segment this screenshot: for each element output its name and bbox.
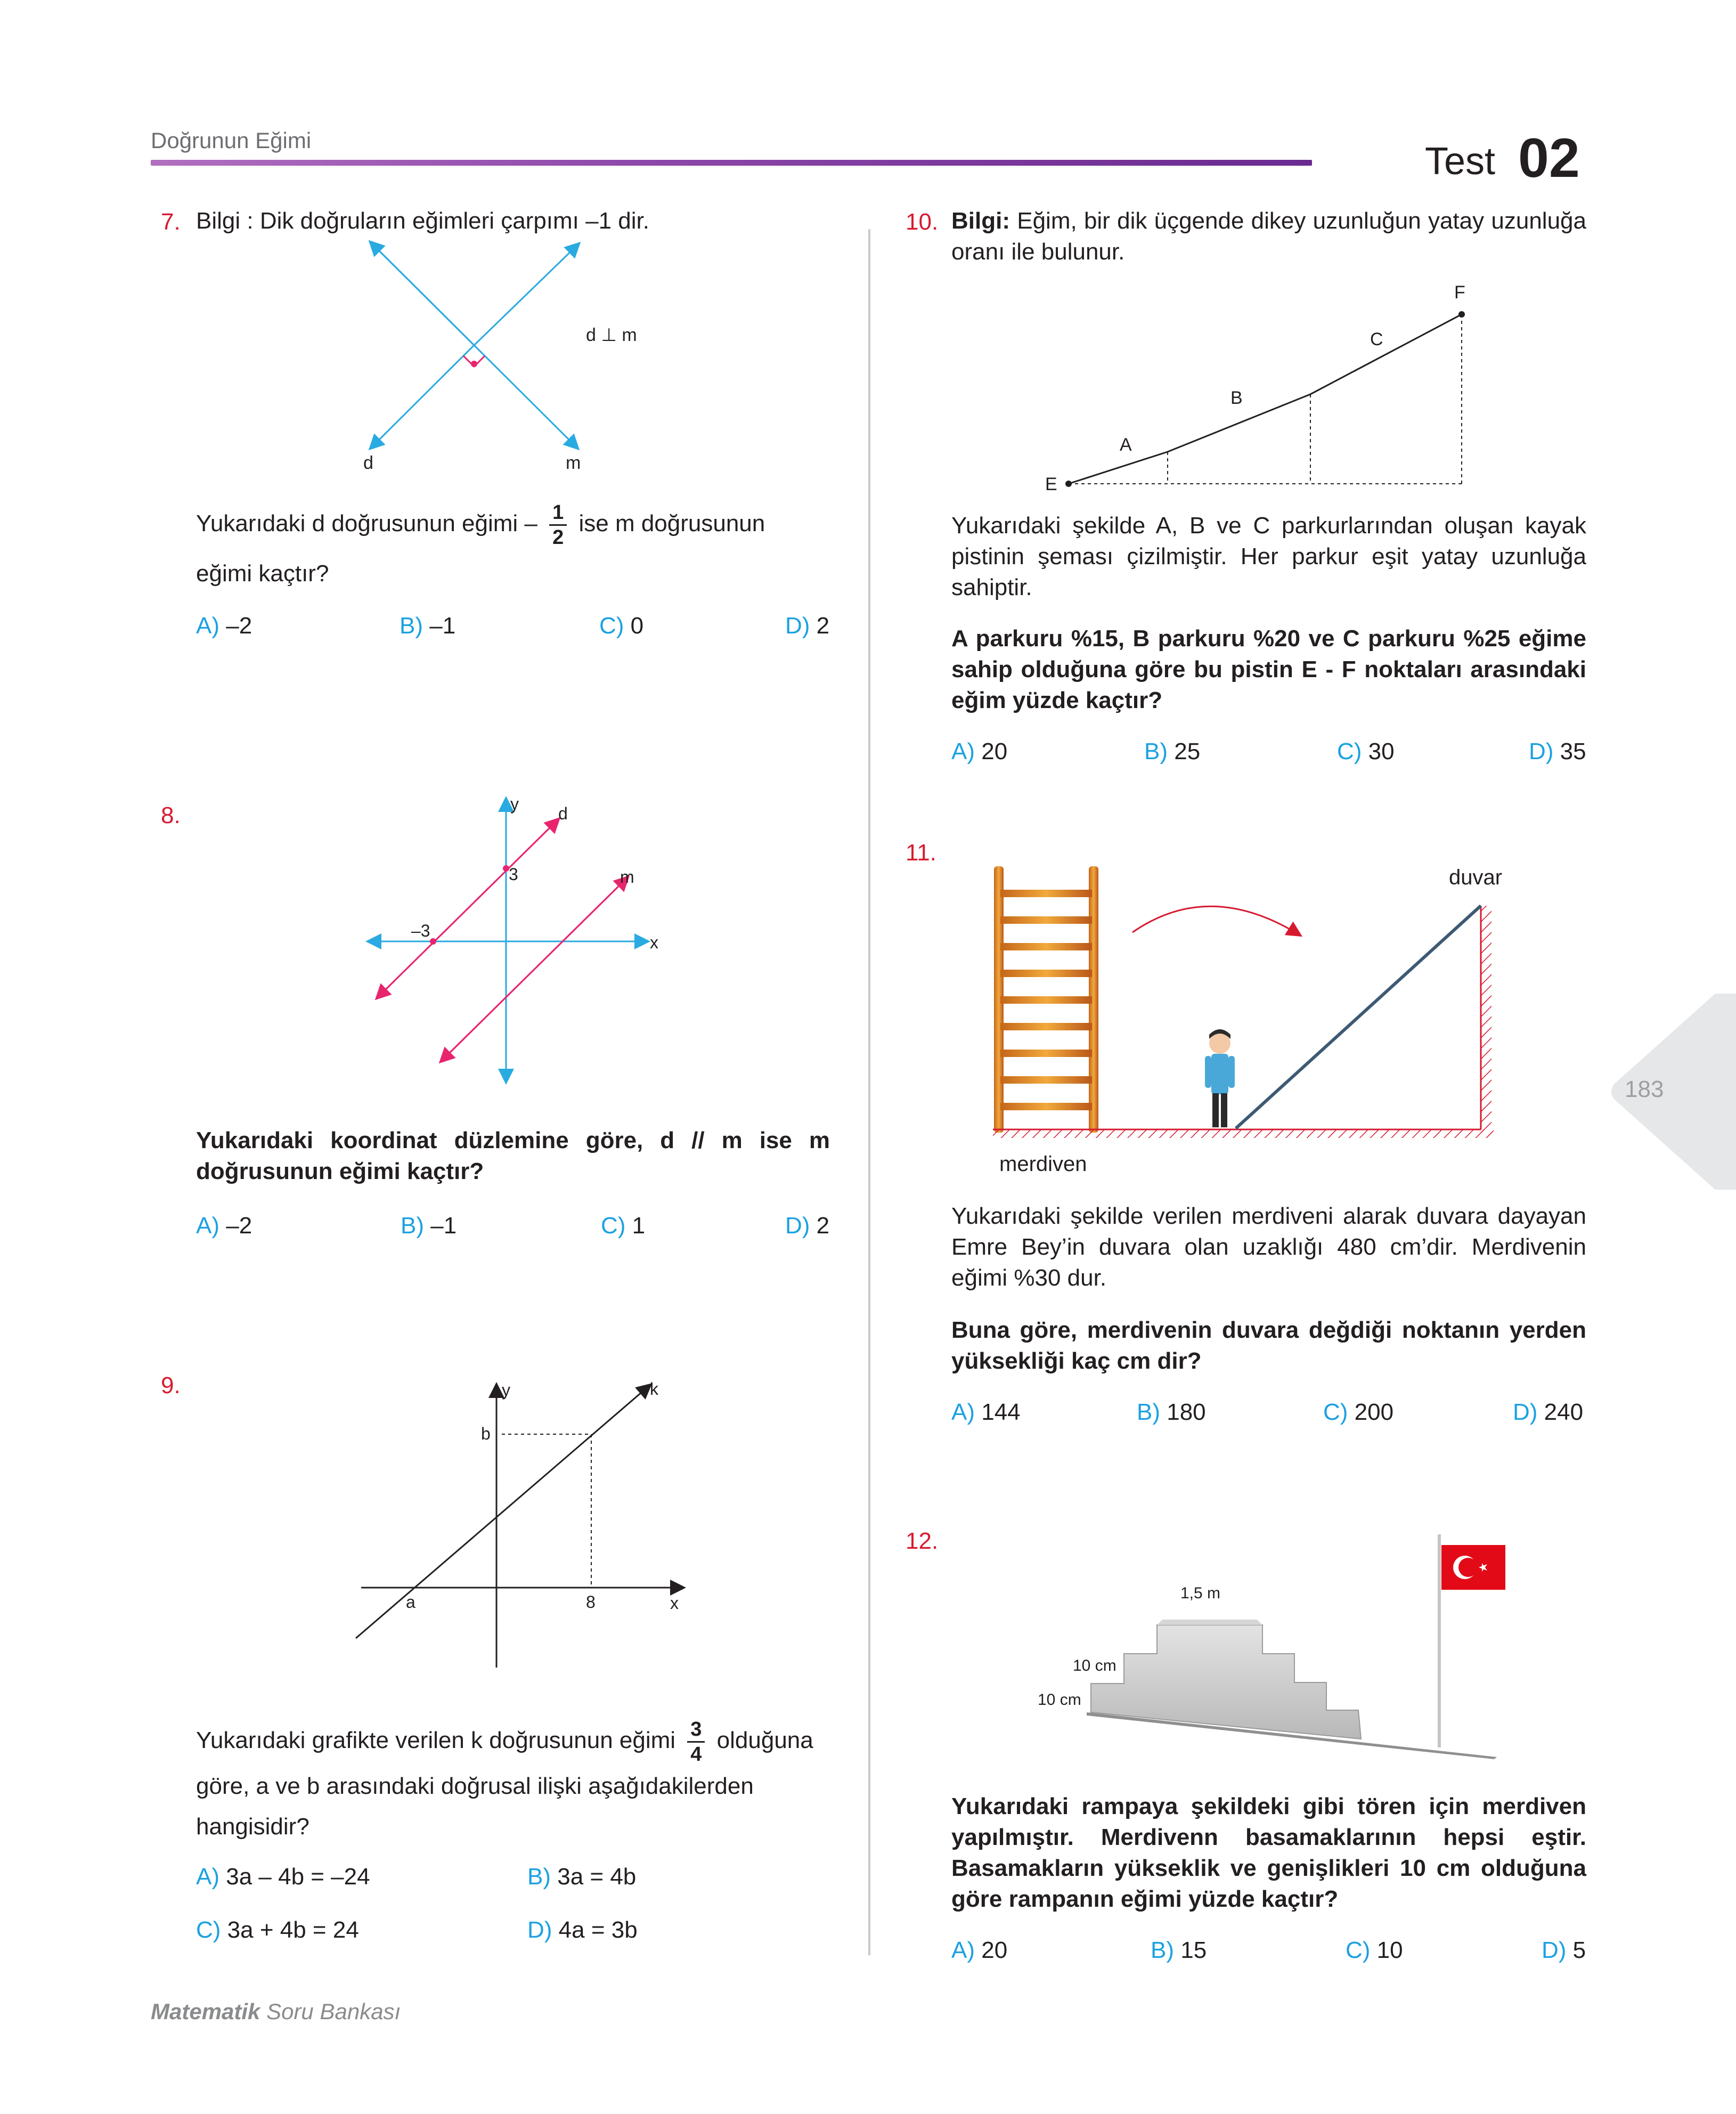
q9-fraction: $\frac{3}{4}$ bbox=[687, 1718, 705, 1766]
q11-option-b[interactable]: B) 180 bbox=[1137, 1399, 1206, 1425]
q9-label-k: k bbox=[650, 1379, 658, 1399]
q8-option-b[interactable]: B) –1 bbox=[401, 1213, 457, 1239]
q12-option-a[interactable]: A) 20 bbox=[951, 1937, 1008, 1963]
q7-question-a: Yukarıdaki d doğrusunun eğimi – bbox=[196, 510, 537, 537]
q12-label-step2: 10 cm bbox=[1038, 1691, 1081, 1709]
q11-ladder-figure bbox=[985, 858, 1550, 1183]
q9-label-x: x bbox=[670, 1593, 679, 1613]
q11-person-icon bbox=[1205, 1029, 1235, 1127]
q11-number: 11. bbox=[906, 840, 936, 866]
q10-label-c: C bbox=[1370, 329, 1383, 349]
q8-option-d[interactable]: D) 2 bbox=[785, 1213, 830, 1239]
q8-label-x: x bbox=[650, 933, 658, 952]
header-divider bbox=[151, 160, 1312, 166]
q11-move-arrow bbox=[1132, 906, 1300, 935]
q7-question bbox=[196, 501, 830, 549]
q8-label-m: m bbox=[620, 867, 634, 887]
q7-fraction: $\frac{1}{2}$ bbox=[549, 501, 567, 549]
q10-option-b[interactable]: B) 25 bbox=[1144, 738, 1201, 765]
page-number: 183 bbox=[1625, 1076, 1664, 1102]
q7-option-c[interactable]: C) 0 bbox=[599, 613, 644, 639]
q11-label-ladder: merdiven bbox=[999, 1152, 1087, 1176]
q9-question-b: olduğuna göre, a ve b arasındaki doğrusal ilişki aşağıdakilerden hangisidir? bbox=[196, 1727, 813, 1840]
q11-option-c[interactable]: C) 200 bbox=[1323, 1399, 1394, 1425]
q10-label-f: F bbox=[1454, 282, 1465, 303]
q8-option-a[interactable]: A) –2 bbox=[196, 1213, 252, 1239]
q8-number: 8. bbox=[161, 802, 181, 828]
q10-number: 10. bbox=[906, 209, 939, 235]
q11-text: Yukarıdaki şekilde verilen merdiveni alarak duvara dayayan Emre Bey’in duvara olan uzaklığı 480 cm’dir. Merdivenin eğimi %30 dur. bbox=[951, 1203, 1586, 1291]
q12-question: Yukarıdaki rampaya şekildeki gibi tören için merdiven yapılmıştır. Merdivenn basamaklarının hepsi eştir. Basamakların yükseklik ve genişlikleri 10 cm olduğuna göre rampanın eğimi yüzde kaçtır? bbox=[951, 1793, 1586, 1912]
q8-label-y: y bbox=[510, 794, 519, 814]
test-number: 02 bbox=[1518, 127, 1580, 189]
q8-label-y-int: 3 bbox=[509, 865, 518, 884]
q9-question bbox=[196, 1718, 830, 1847]
q12-option-b[interactable]: B) 15 bbox=[1151, 1937, 1207, 1963]
q11-option-d[interactable]: D) 240 bbox=[1513, 1399, 1584, 1425]
q8-coordinate-figure bbox=[362, 788, 682, 1087]
q10-ski-slope-figure bbox=[1039, 282, 1476, 501]
q10-question: A parkuru %15, B parkuru %20 ve C parkuru %25 eğime sahip olduğuna göre bu pistin E - F noktaları arasındaki eğim yüzde kaçtır? bbox=[951, 625, 1586, 713]
q10-text: Yukarıdaki şekilde A, B ve C parkurlarından oluşan kayak pistinin şeması çizilmiştir. Her parkur eşit yatay uzunluğa sahiptir. bbox=[951, 513, 1586, 600]
q11-question: Buna göre, merdivenin duvara değdiği noktanın yerden yüksekliği kaç cm dir? bbox=[951, 1317, 1586, 1374]
q7-perpendicular-figure bbox=[341, 234, 671, 479]
q12-label-top: 1,5 m bbox=[1180, 1584, 1221, 1602]
q10-info: Bilgi: Eğim, bir dik üçgende dikey uzunluğun yatay uzunluğa oranı ile bulunur. bbox=[951, 208, 1586, 265]
q9-option-b[interactable]: B) 3a = 4b bbox=[527, 1864, 637, 1890]
q12-ramp-figure bbox=[1028, 1524, 1507, 1763]
q8-label-x-int: –3 bbox=[411, 921, 430, 940]
q9-label-b: b bbox=[481, 1424, 491, 1443]
q11-ground bbox=[993, 1129, 1494, 1138]
q7-option-d[interactable]: D) 2 bbox=[785, 613, 830, 639]
q10-option-a[interactable]: A) 20 bbox=[951, 738, 1008, 765]
q11-leaning-ladder bbox=[1236, 906, 1481, 1128]
q7-line-m-upper2 bbox=[474, 244, 578, 345]
q8-question: Yukarıdaki koordinat düzlemine göre, d // m ise m doğrusunun eğimi kaçtır? bbox=[196, 1127, 830, 1184]
q11-label-wall: duvar bbox=[1449, 866, 1503, 889]
q7-label-m: m bbox=[566, 453, 581, 473]
q10-label-e: E bbox=[1045, 474, 1057, 494]
q7-question-c: eğimi kaçtır? bbox=[196, 560, 329, 587]
section-title: Doğrunun Eğimi bbox=[151, 128, 312, 153]
q10-label-a: A bbox=[1120, 435, 1132, 455]
q9-line-k bbox=[356, 1385, 650, 1638]
q9-label-y: y bbox=[502, 1380, 510, 1400]
q7-info: Bilgi : Dik doğruların eğimleri çarpımı –1 dir. bbox=[196, 208, 649, 234]
q8-label-d: d bbox=[558, 804, 568, 823]
q10-option-d[interactable]: D) 35 bbox=[1529, 738, 1586, 765]
q7-perp-label: d ⊥ m bbox=[586, 325, 637, 345]
q9-option-d[interactable]: D) 4a = 3b bbox=[527, 1917, 638, 1943]
q8-option-c[interactable]: C) 1 bbox=[601, 1213, 646, 1239]
test-label: Test bbox=[1425, 140, 1496, 183]
footer-brand: Matematik Soru Bankası bbox=[151, 1999, 401, 2024]
q10-option-c[interactable]: C) 30 bbox=[1337, 738, 1395, 765]
q12-number: 12. bbox=[906, 1528, 939, 1554]
q12-option-d[interactable]: D) 5 bbox=[1542, 1937, 1586, 1963]
column-divider bbox=[868, 229, 870, 1955]
q12-label-step1: 10 cm bbox=[1073, 1657, 1116, 1674]
q7-line-d-upper bbox=[371, 242, 474, 345]
q10-label-b: B bbox=[1230, 388, 1243, 408]
q12-steps bbox=[1091, 1625, 1361, 1739]
q7-question-b: ise m doğrusunun bbox=[578, 510, 765, 537]
q7-number: 7. bbox=[161, 209, 181, 235]
q9-label-a: a bbox=[406, 1592, 415, 1612]
q12-option-c[interactable]: C) 10 bbox=[1346, 1937, 1403, 1963]
q7-option-b[interactable]: B) –1 bbox=[400, 613, 456, 639]
q7-line-m-lower bbox=[371, 345, 474, 448]
q7-label-d: d bbox=[363, 453, 373, 473]
q9-question-a: Yukarıdaki grafikte verilen k doğrusunun eğimi bbox=[196, 1727, 676, 1754]
q11-option-a[interactable]: A) 144 bbox=[951, 1399, 1021, 1425]
q11-ladder-rungs bbox=[1000, 890, 1092, 1110]
q9-option-a[interactable]: A) 3a – 4b = –24 bbox=[196, 1864, 370, 1890]
q11-wall bbox=[1481, 906, 1492, 1135]
q7-option-a[interactable]: A) –2 bbox=[196, 613, 252, 639]
q10-slope-path bbox=[1069, 314, 1462, 484]
q9-label-8: 8 bbox=[586, 1592, 596, 1612]
q9-number: 9. bbox=[161, 1372, 181, 1399]
q9-graph-figure bbox=[352, 1375, 692, 1673]
q9-option-c[interactable]: C) 3a + 4b = 24 bbox=[196, 1917, 359, 1943]
q7-line-d-lower bbox=[474, 345, 577, 448]
